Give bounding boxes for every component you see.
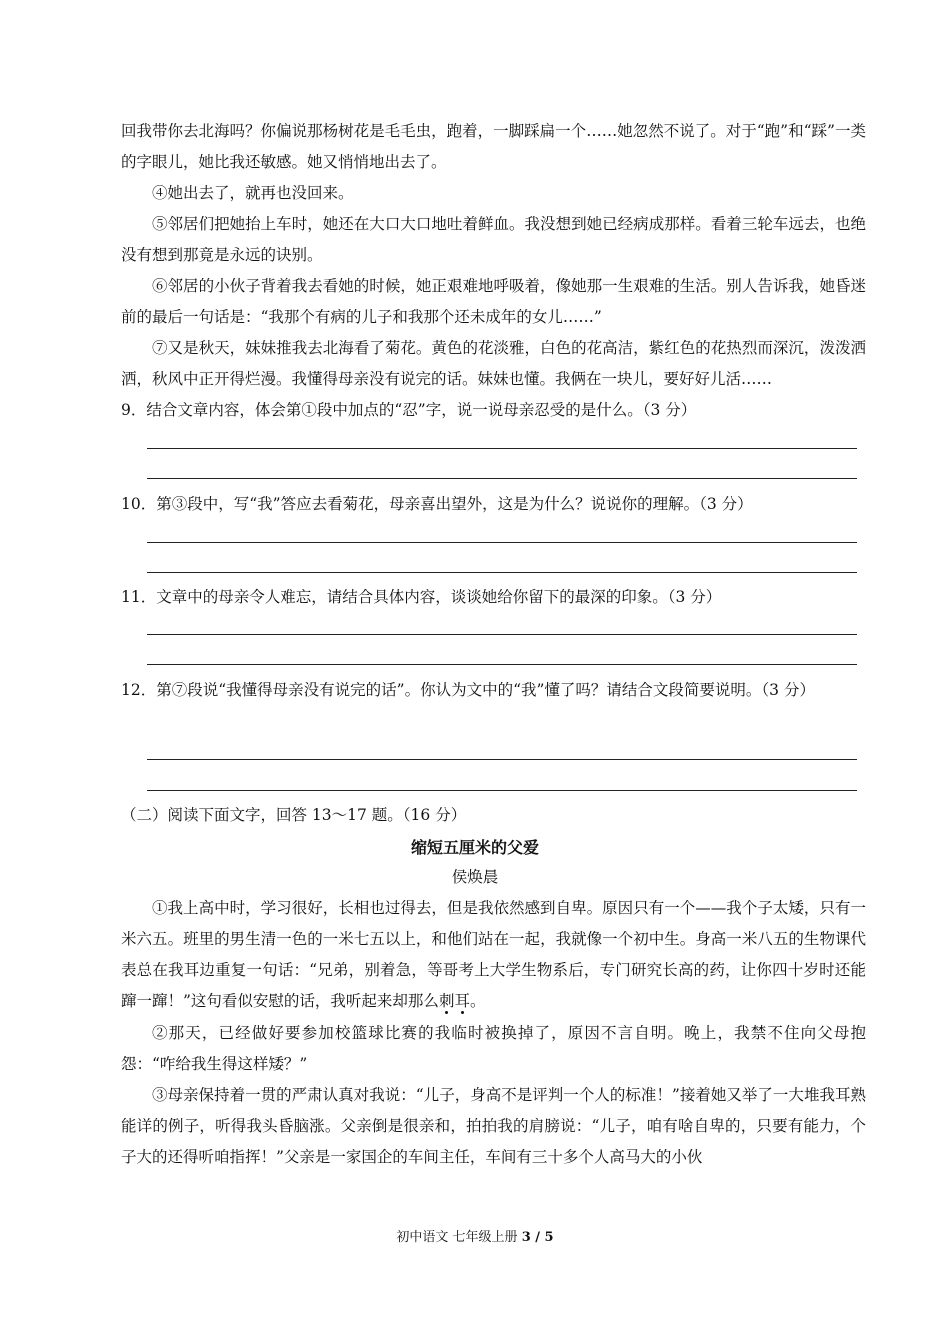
- emphasis-dot-char: 耳: [454, 992, 470, 1010]
- article-paragraph-2: ②那天，已经做好要参加校篮球比赛的我临时被换掉了，原因不言自明。晚上，我禁不住向父母抱怨：“咋给我生得这样矮？”: [121, 1024, 866, 1073]
- answer-line[interactable]: [147, 634, 857, 635]
- article-author: 侯焕晨: [451, 868, 499, 886]
- paragraph-end: 。: [469, 992, 486, 1010]
- passage-paragraph-continued: 回我带你去北海吗？你偏说那杨树花是毛毛虫，跑着，一脚踩扁一个……她忽然不说了。对于“跑”和“踩”一类的字眼儿，她比我还敏感。她又悄悄地出去了。: [121, 122, 866, 171]
- answer-line[interactable]: [147, 448, 857, 449]
- answer-line[interactable]: [147, 664, 857, 665]
- article-paragraph-3: ③母亲保持着一贯的严肃认真对我说：“儿子，身高不是评判一个人的标准！”接着她又举了一大堆我耳熟能详的例子，听得我头昏脑涨。父亲倒是很亲和，拍拍我的肩膀说：“儿子，咱有啥自卑的，只要有能力，个子大的还得听咱指挥！”父亲是一家国企的车间主任，车间有三十多个人高马大的小伙: [121, 1086, 866, 1166]
- section-heading: （二）阅读下面文字，回答 13～17 题。（16 分）: [121, 806, 467, 824]
- question-9: 9．结合文章内容，体会第①段中加点的“忍”字，说一说母亲忍受的是什么。（3 分）: [121, 401, 697, 419]
- answer-line[interactable]: [147, 542, 857, 543]
- article-title: 缩短五厘米的父爱: [410, 838, 539, 857]
- answer-line[interactable]: [147, 572, 857, 573]
- passage-paragraph-6: ⑥邻居的小伙子背着我去看她的时候，她正艰难地呼吸着，像她那一生艰难的生活。别人告诉我，她昏迷前的最后一句话是：“我那个有病的儿子和我那个还未成年的女儿……”: [121, 277, 866, 326]
- answer-line[interactable]: [147, 759, 857, 760]
- article-paragraph-1: [121, 893, 866, 1017]
- passage-paragraph-7: ⑦又是秋天，妹妹推我去北海看了菊花。黄色的花淡雅，白色的花高洁，紫红色的花热烈而深沉，泼泼洒洒，秋风中正开得烂漫。我懂得母亲没有说完的话。妹妹也懂。我俩在一块儿，要好好儿活……: [121, 339, 866, 388]
- question-11: 11．文章中的母亲令人难忘，请结合具体内容，谈谈她给你留下的最深的印象。（3 分）: [121, 588, 722, 606]
- answer-line[interactable]: [147, 790, 857, 791]
- page-number: 3 / 5: [521, 1230, 554, 1245]
- passage-paragraph-4: ④她出去了，就再也没回来。: [152, 184, 354, 202]
- page-footer: [0, 1226, 950, 1245]
- answer-line[interactable]: [147, 478, 857, 479]
- paragraph-text: ①我上高中时，学习很好，长相也过得去，但是我依然感到自卑。原因只有一个——我个子太矮，只有一米六五。班里的男生清一色的一米七五以上，和他们站在一起，我就像一个初中生。身高一米八五的生物课代表总在我耳边重复一句话：“兄弟，别着急，等哥考上大学生物系后，专门研究长高的药，让你四十岁时还能蹿一蹿！”这句看似安慰的话，我听起来却那么: [121, 899, 866, 1010]
- question-12: 12．第⑦段说“我懂得母亲没有说完的话”。你认为文中的“我”懂了吗？请结合文段简要说明。（3 分）: [121, 681, 815, 699]
- footer-label: 初中语文 七年级上册: [396, 1230, 518, 1245]
- question-10: 10．第③段中，写“我”答应去看菊花，母亲喜出望外，这是为什么？说说你的理解。（3 分）: [121, 495, 753, 513]
- emphasis-dot-char: 刺: [438, 992, 455, 1010]
- passage-paragraph-5: ⑤邻居们把她抬上车时，她还在大口大口地吐着鲜血。我没想到她已经病成那样。看着三轮车远去，也绝没有想到那竟是永远的诀别。: [121, 215, 866, 264]
